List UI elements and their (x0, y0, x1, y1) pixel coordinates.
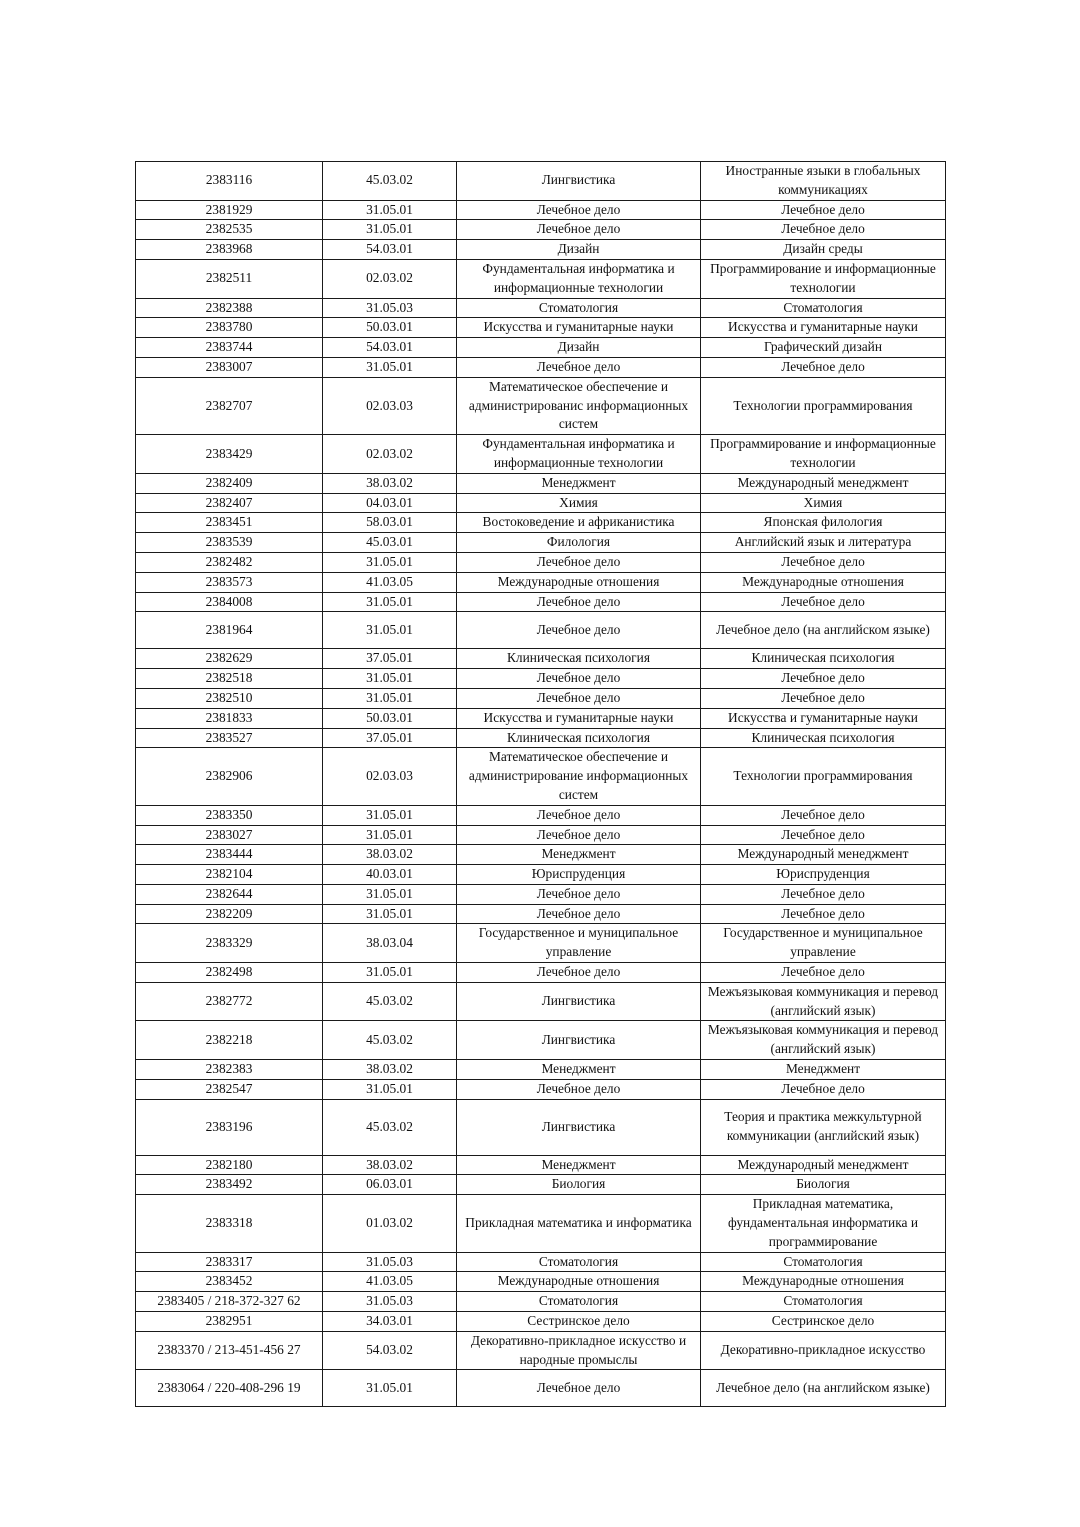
profile-cell: Лечебное дело (701, 200, 946, 220)
program-cell: Химия (457, 493, 701, 513)
profile-cell: Лечебное дело (701, 669, 946, 689)
id-cell: 2383780 (136, 318, 323, 338)
program-cell: Государственное и муниципальное управление (457, 924, 701, 963)
id-cell: 2382407 (136, 493, 323, 513)
id-cell: 2384008 (136, 592, 323, 612)
id-cell: 2382518 (136, 669, 323, 689)
id-cell: 2383196 (136, 1099, 323, 1155)
program-cell: Фундаментальная информатика и информационные технологии (457, 259, 701, 298)
profile-cell: Межъязыковая коммуникация и перевод (английский язык) (701, 982, 946, 1021)
table-row (136, 552, 946, 572)
profile-cell: Межъязыковая коммуникация и перевод (английский язык) (701, 1021, 946, 1060)
table-row (136, 825, 946, 845)
profile-cell: Лечебное дело (701, 1079, 946, 1099)
code-cell: 38.03.04 (323, 924, 457, 963)
code-cell: 31.05.03 (323, 1252, 457, 1272)
profile-cell: Прикладная математика, фундаментальная информатика и программирование (701, 1195, 946, 1252)
id-cell: 2382409 (136, 473, 323, 493)
id-cell: 2382772 (136, 982, 323, 1021)
code-cell: 40.03.01 (323, 865, 457, 885)
code-cell: 45.03.02 (323, 982, 457, 1021)
profile-cell: Стоматология (701, 298, 946, 318)
table-row (136, 200, 946, 220)
program-cell: Менеджмент (457, 1155, 701, 1175)
id-cell: 2381964 (136, 612, 323, 649)
profile-cell: Менеджмент (701, 1060, 946, 1080)
program-cell: Лечебное дело (457, 552, 701, 572)
table-row (136, 162, 946, 201)
id-cell: 2382498 (136, 963, 323, 983)
table-row (136, 513, 946, 533)
id-cell: 2382511 (136, 259, 323, 298)
profile-cell: Международные отношения (701, 572, 946, 592)
id-cell: 2383317 (136, 1252, 323, 1272)
id-cell: 2383007 (136, 357, 323, 377)
program-cell: Математическое обеспечение и администрирование информационных систем (457, 748, 701, 805)
table-row (136, 982, 946, 1021)
program-cell: Дизайн (457, 240, 701, 260)
code-cell: 31.05.01 (323, 1079, 457, 1099)
code-cell: 31.05.01 (323, 220, 457, 240)
code-cell: 06.03.01 (323, 1175, 457, 1195)
code-cell: 38.03.02 (323, 1060, 457, 1080)
code-cell: 31.05.01 (323, 688, 457, 708)
code-cell: 31.05.01 (323, 592, 457, 612)
id-cell: 2382707 (136, 377, 323, 434)
code-cell: 38.03.02 (323, 1155, 457, 1175)
id-cell: 2383370 / 213-451-456 27 (136, 1331, 323, 1370)
code-cell: 31.05.03 (323, 298, 457, 318)
profile-cell: Международный менеджмент (701, 845, 946, 865)
profile-cell: Теория и практика межкультурной коммуникации (английский язык) (701, 1099, 946, 1155)
program-cell: Менеджмент (457, 1060, 701, 1080)
code-cell: 50.03.01 (323, 708, 457, 728)
program-cell: Прикладная математика и информатика (457, 1195, 701, 1252)
code-cell: 31.05.01 (323, 357, 457, 377)
table-row (136, 1331, 946, 1370)
code-cell: 37.05.01 (323, 728, 457, 748)
id-cell: 2383116 (136, 162, 323, 201)
profile-cell: Лечебное дело (701, 963, 946, 983)
profile-cell: Стоматология (701, 1252, 946, 1272)
program-cell: Лечебное дело (457, 825, 701, 845)
program-cell: Биология (457, 1175, 701, 1195)
profile-cell: Лечебное дело (701, 904, 946, 924)
table-row (136, 493, 946, 513)
profile-cell: Японская филология (701, 513, 946, 533)
program-cell: Лечебное дело (457, 805, 701, 825)
program-cell: Фундаментальная информатика и информационные технологии (457, 435, 701, 474)
profile-cell: Стоматология (701, 1292, 946, 1312)
table-row (136, 669, 946, 689)
id-cell: 2382547 (136, 1079, 323, 1099)
code-cell: 01.03.02 (323, 1195, 457, 1252)
program-cell: Лечебное дело (457, 963, 701, 983)
program-cell: Лечебное дело (457, 357, 701, 377)
program-cell: Филология (457, 533, 701, 553)
id-cell: 2381929 (136, 200, 323, 220)
code-cell: 34.03.01 (323, 1312, 457, 1332)
code-cell: 50.03.01 (323, 318, 457, 338)
table-row (136, 649, 946, 669)
table-row (136, 1021, 946, 1060)
profile-cell: Юриспруденция (701, 865, 946, 885)
profile-cell: Лечебное дело (701, 805, 946, 825)
id-cell: 2383350 (136, 805, 323, 825)
code-cell: 31.05.01 (323, 552, 457, 572)
table-row (136, 963, 946, 983)
id-cell: 2382209 (136, 904, 323, 924)
table-row (136, 1079, 946, 1099)
table-row (136, 240, 946, 260)
program-cell: Математическое обеспечение и администрированис информационных систем (457, 377, 701, 434)
table-row (136, 1292, 946, 1312)
profile-cell: Лечебное дело (701, 688, 946, 708)
table-row (136, 1195, 946, 1252)
id-cell: 2382629 (136, 649, 323, 669)
code-cell: 31.05.01 (323, 825, 457, 845)
program-cell: Клиническая психология (457, 728, 701, 748)
table-row (136, 473, 946, 493)
id-cell: 2383744 (136, 338, 323, 358)
profile-cell: Биология (701, 1175, 946, 1195)
table-row (136, 1099, 946, 1155)
profile-cell: Клиническая психология (701, 649, 946, 669)
program-cell: Искусства и гуманитарные науки (457, 708, 701, 728)
program-cell: Востоковедение и африканистика (457, 513, 701, 533)
code-cell: 54.03.02 (323, 1331, 457, 1370)
profile-cell: Лечебное дело (701, 552, 946, 572)
applications-table (135, 161, 946, 1407)
id-cell: 2382180 (136, 1155, 323, 1175)
program-cell: Международные отношения (457, 572, 701, 592)
id-cell: 2382906 (136, 748, 323, 805)
profile-cell: Государственное и муниципальное управление (701, 924, 946, 963)
id-cell: 2382218 (136, 1021, 323, 1060)
id-cell: 2383318 (136, 1195, 323, 1252)
profile-cell: Искусства и гуманитарные науки (701, 708, 946, 728)
id-cell: 2381833 (136, 708, 323, 728)
table-row (136, 845, 946, 865)
code-cell: 41.03.05 (323, 1272, 457, 1292)
code-cell: 31.05.01 (323, 669, 457, 689)
table-row (136, 688, 946, 708)
table-row (136, 884, 946, 904)
table-row (136, 1060, 946, 1080)
table-row (136, 298, 946, 318)
id-cell: 2383451 (136, 513, 323, 533)
profile-cell: Технологии программирования (701, 377, 946, 434)
profile-cell: Декоративно-прикладное искусство (701, 1331, 946, 1370)
id-cell: 2383492 (136, 1175, 323, 1195)
table-row (136, 1272, 946, 1292)
code-cell: 31.05.01 (323, 884, 457, 904)
profile-cell: Программирование и информационные технологии (701, 435, 946, 474)
code-cell: 45.03.02 (323, 1099, 457, 1155)
profile-cell: Лечебное дело (701, 592, 946, 612)
code-cell: 37.05.01 (323, 649, 457, 669)
profile-cell: Программирование и информационные технологии (701, 259, 946, 298)
program-cell: Клиническая психология (457, 649, 701, 669)
id-cell: 2383329 (136, 924, 323, 963)
program-cell: Искусства и гуманитарные науки (457, 318, 701, 338)
id-cell: 2383405 / 218-372-327 62 (136, 1292, 323, 1312)
id-cell: 2382644 (136, 884, 323, 904)
table-row (136, 805, 946, 825)
profile-cell: Лечебное дело (на английском языке) (701, 612, 946, 649)
code-cell: 38.03.02 (323, 473, 457, 493)
table-row (136, 259, 946, 298)
table-row (136, 708, 946, 728)
code-cell: 02.03.02 (323, 435, 457, 474)
table-row (136, 533, 946, 553)
table-row (136, 1175, 946, 1195)
id-cell: 2383539 (136, 533, 323, 553)
id-cell: 2383444 (136, 845, 323, 865)
id-cell: 2383064 / 220-408-296 19 (136, 1370, 323, 1407)
program-cell: Лечебное дело (457, 592, 701, 612)
code-cell: 31.05.01 (323, 805, 457, 825)
profile-cell: Лечебное дело (701, 357, 946, 377)
table-row (136, 377, 946, 434)
table-row (136, 904, 946, 924)
table-row (136, 865, 946, 885)
code-cell: 45.03.01 (323, 533, 457, 553)
id-cell: 2383968 (136, 240, 323, 260)
table-row (136, 220, 946, 240)
program-cell: Лингвистика (457, 1099, 701, 1155)
table-row (136, 572, 946, 592)
code-cell: 38.03.02 (323, 845, 457, 865)
program-cell: Менеджмент (457, 845, 701, 865)
id-cell: 2383429 (136, 435, 323, 474)
profile-cell: Международный менеджмент (701, 473, 946, 493)
program-cell: Дизайн (457, 338, 701, 358)
program-cell: Лечебное дело (457, 688, 701, 708)
id-cell: 2383027 (136, 825, 323, 845)
profile-cell: Международный менеджмент (701, 1155, 946, 1175)
id-cell: 2382510 (136, 688, 323, 708)
code-cell: 31.05.01 (323, 1370, 457, 1407)
profile-cell: Искусства и гуманитарные науки (701, 318, 946, 338)
program-cell: Лечебное дело (457, 200, 701, 220)
code-cell: 45.03.02 (323, 162, 457, 201)
program-cell: Сестринское дело (457, 1312, 701, 1332)
profile-cell: Лечебное дело (701, 884, 946, 904)
id-cell: 2383452 (136, 1272, 323, 1292)
table-row (136, 1155, 946, 1175)
code-cell: 02.03.03 (323, 748, 457, 805)
program-cell: Лечебное дело (457, 669, 701, 689)
code-cell: 58.03.01 (323, 513, 457, 533)
table-row (136, 748, 946, 805)
program-cell: Декоративно-прикладное искусство и народные промыслы (457, 1331, 701, 1370)
program-cell: Лингвистика (457, 1021, 701, 1060)
table-row (136, 592, 946, 612)
table-row (136, 1312, 946, 1332)
profile-cell: Сестринское дело (701, 1312, 946, 1332)
program-cell: Менеджмент (457, 473, 701, 493)
profile-cell: Химия (701, 493, 946, 513)
program-cell: Международные отношения (457, 1272, 701, 1292)
program-cell: Лечебное дело (457, 220, 701, 240)
code-cell: 02.03.02 (323, 259, 457, 298)
table-row (136, 1370, 946, 1407)
program-cell: Лечебное дело (457, 1079, 701, 1099)
program-cell: Стоматология (457, 1292, 701, 1312)
code-cell: 54.03.01 (323, 338, 457, 358)
program-cell: Стоматология (457, 1252, 701, 1272)
table-body (136, 162, 946, 1407)
program-cell: Юриспруденция (457, 865, 701, 885)
program-cell: Стоматология (457, 298, 701, 318)
profile-cell: Графический дизайн (701, 338, 946, 358)
code-cell: 02.03.03 (323, 377, 457, 434)
profile-cell: Клиническая психология (701, 728, 946, 748)
profile-cell: Иностранные языки в глобальных коммуникациях (701, 162, 946, 201)
code-cell: 04.03.01 (323, 493, 457, 513)
code-cell: 45.03.02 (323, 1021, 457, 1060)
table-row (136, 1252, 946, 1272)
table-row (136, 924, 946, 963)
table-row (136, 435, 946, 474)
program-cell: Лингвистика (457, 982, 701, 1021)
code-cell: 31.05.01 (323, 963, 457, 983)
profile-cell: Технологии программирования (701, 748, 946, 805)
id-cell: 2382104 (136, 865, 323, 885)
code-cell: 31.05.01 (323, 612, 457, 649)
table-row (136, 338, 946, 358)
table-row (136, 612, 946, 649)
profile-cell: Английский язык и литература (701, 533, 946, 553)
id-cell: 2382383 (136, 1060, 323, 1080)
program-cell: Лечебное дело (457, 884, 701, 904)
profile-cell: Дизайн среды (701, 240, 946, 260)
id-cell: 2382388 (136, 298, 323, 318)
program-cell: Лечебное дело (457, 1370, 701, 1407)
code-cell: 41.03.05 (323, 572, 457, 592)
profile-cell: Лечебное дело (701, 825, 946, 845)
profile-cell: Лечебное дело (701, 220, 946, 240)
id-cell: 2383527 (136, 728, 323, 748)
table-row (136, 728, 946, 748)
program-cell: Лингвистика (457, 162, 701, 201)
id-cell: 2382951 (136, 1312, 323, 1332)
program-cell: Лечебное дело (457, 612, 701, 649)
profile-cell: Лечебное дело (на английском языке) (701, 1370, 946, 1407)
profile-cell: Международные отношения (701, 1272, 946, 1292)
id-cell: 2382482 (136, 552, 323, 572)
table-row (136, 357, 946, 377)
id-cell: 2383573 (136, 572, 323, 592)
table-row (136, 318, 946, 338)
code-cell: 54.03.01 (323, 240, 457, 260)
program-cell: Лечебное дело (457, 904, 701, 924)
code-cell: 31.05.01 (323, 904, 457, 924)
id-cell: 2382535 (136, 220, 323, 240)
code-cell: 31.05.03 (323, 1292, 457, 1312)
code-cell: 31.05.01 (323, 200, 457, 220)
